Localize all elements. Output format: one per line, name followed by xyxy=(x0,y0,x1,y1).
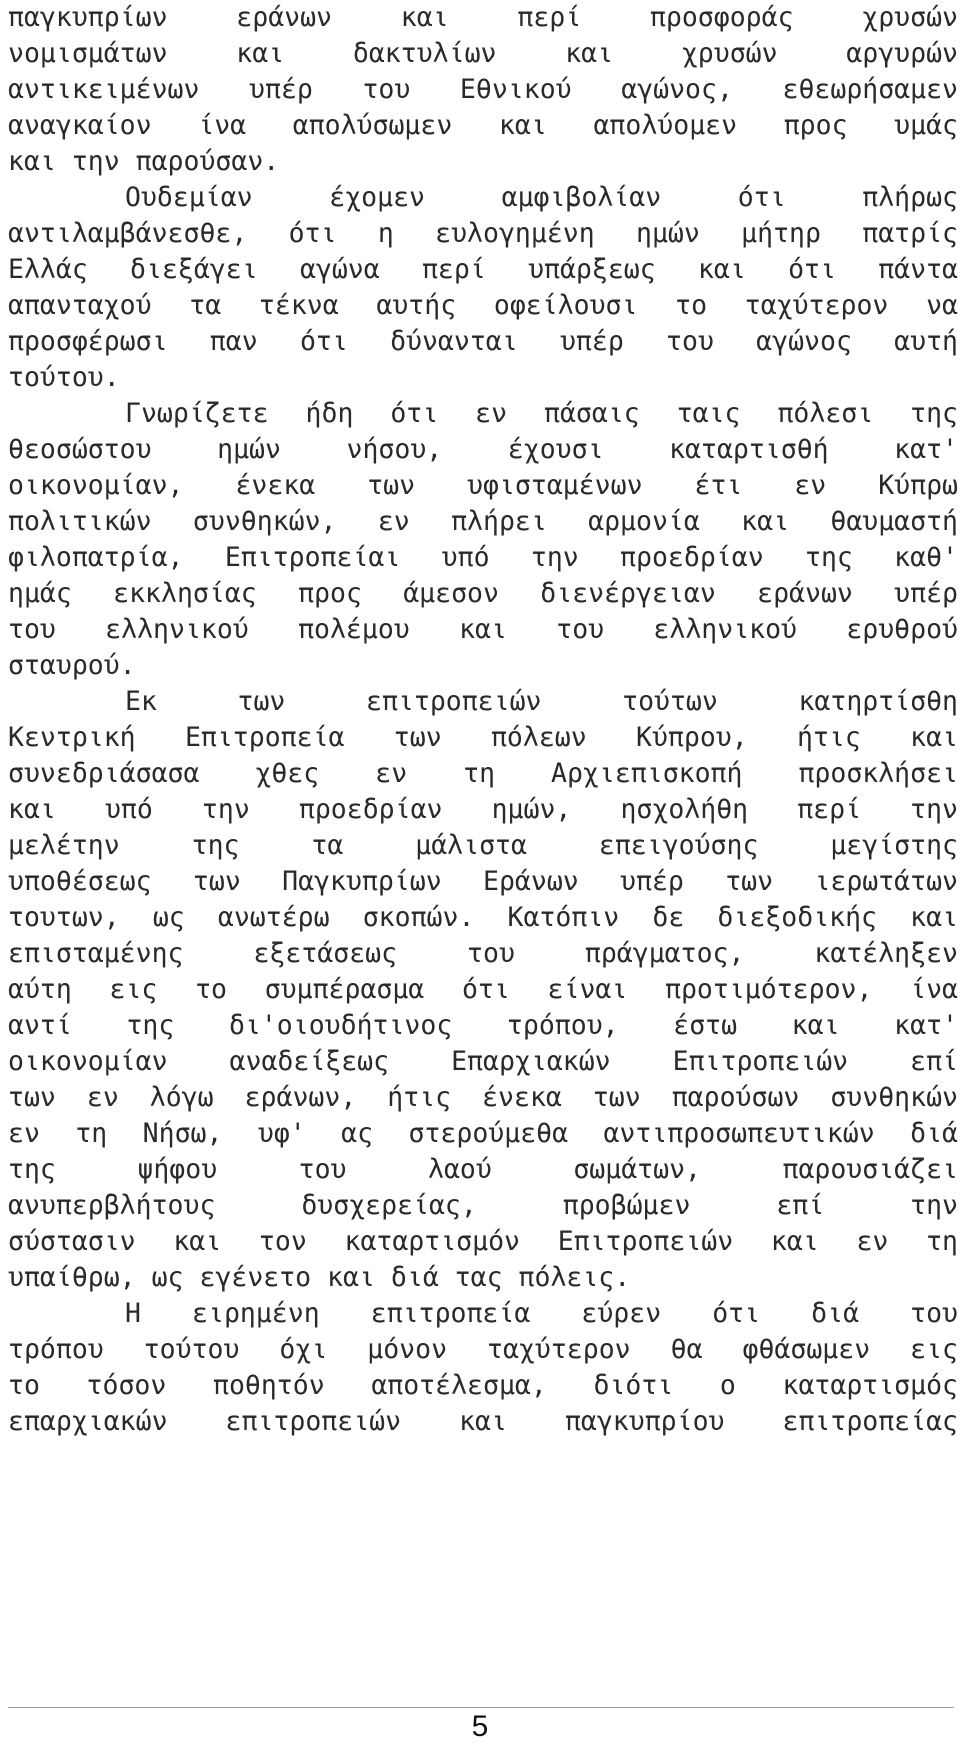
text-line: θεοσώστου ημών νήσου, έχουσι καταρτισθή κατ' xyxy=(8,434,958,465)
paragraph-start-line: Εκ των επιτροπειών τούτων κατηρτίσθη xyxy=(125,686,958,717)
text-line: της ψήφου του λαού σωμάτων, παρουσιάζει xyxy=(8,1154,958,1185)
body-text xyxy=(8,0,958,1440)
text-line: οικονομίαν αναδείξεως Επαρχιακών Επιτροπειών επί xyxy=(8,1046,958,1077)
text-line: επισταμένης εξετάσεως του πράγματος, κατέληξεν xyxy=(8,938,958,969)
text-line: παγκυπρίων εράνων και περί προσφοράς χρυσών xyxy=(8,2,958,33)
paragraph-start-line: Γνωρίζετε ήδη ότι εν πάσαις ταις πόλεσι της xyxy=(125,398,958,429)
text-line: υποθέσεως των Παγκυπρίων Εράνων υπέρ των ιερωτάτων xyxy=(8,866,958,897)
text-line: φιλοπατρία, Επιτροπείαι υπό την προεδρίαν της καθ' xyxy=(8,542,958,573)
text-line: οικονομίαν, ένεκα των υφισταμένων έτι εν Κύπρω xyxy=(8,470,958,501)
text-line: του ελληνικού πολέμου και του ελληνικού ερυθρού xyxy=(8,614,958,645)
text-line: προσφέρωσι παν ότι δύνανται υπέρ του αγώνος αυτή xyxy=(8,326,958,357)
text-line: επαρχιακών επιτροπειών και παγκυπρίου επιτροπείας xyxy=(8,1406,958,1437)
page-number: 5 xyxy=(471,1710,489,1743)
text-line: νομισμάτων και δακτυλίων και χρυσών αργυρών xyxy=(8,38,958,69)
text-line: ημάς εκκλησίας προς άμεσον διενέργειαν εράνων υπέρ xyxy=(8,578,958,609)
text-line: το τόσον ποθητόν αποτέλεσμα, διότι ο καταρτισμός xyxy=(8,1370,958,1401)
text-line: υπαίθρω, ως εγένετο και διά τας πόλεις. xyxy=(8,1262,631,1293)
text-line: και υπό την προεδρίαν ημών, ησχολήθη περί την xyxy=(8,794,958,825)
text-line: απανταχού τα τέκνα αυτής οφείλουσι το ταχύτερον να xyxy=(8,290,958,321)
text-line: Ελλάς διεξάγει αγώνα περί υπάρξεως και ότι πάντα xyxy=(8,254,958,285)
text-line: αντί της δι'οιουδήτινος τρόπου, έστω και κατ' xyxy=(8,1010,958,1041)
paragraph-start-line: Ουδεμίαν έχομεν αμφιβολίαν ότι πλήρως xyxy=(125,182,958,213)
text-line: μελέτην της τα μάλιστα επειγούσης μεγίστης xyxy=(8,830,958,861)
text-line: και την παρούσαν. xyxy=(8,146,280,177)
footer-divider xyxy=(8,1707,954,1708)
text-line: σύστασιν και τον καταρτισμόν Επιτροπειών και εν τη xyxy=(8,1226,958,1257)
text-line: σταυρού. xyxy=(8,650,136,681)
text-line: ανυπερβλήτους δυσχερείας, προβώμεν επί την xyxy=(8,1190,958,1221)
text-line: των εν λόγω εράνων, ήτις ένεκα των παρούσων συνθηκών xyxy=(8,1082,958,1113)
paragraph-start-line: Η ειρημένη επιτροπεία εύρεν ότι διά του xyxy=(125,1298,958,1329)
text-line: τούτου. xyxy=(8,362,120,393)
text-line: αύτη εις το συμπέρασμα ότι είναι προτιμότερον, ίνα xyxy=(8,974,958,1005)
text-line: αναγκαίον ίνα απολύσωμεν και απολύομεν προς υμάς xyxy=(8,110,958,141)
text-line: τουτων, ως ανωτέρω σκοπών. Κατόπιν δε διεξοδικής και xyxy=(8,902,958,933)
text-line: Κεντρική Επιτροπεία των πόλεων Κύπρου, ήτις και xyxy=(8,722,958,753)
text-line: συνεδριάσασα χθες εν τη Αρχιεπισκοπή προσκλήσει xyxy=(8,758,958,789)
text-line: πολιτικών συνθηκών, εν πλήρει αρμονία και θαυμαστή xyxy=(8,506,958,537)
text-line: αντιλαμβάνεσθε, ότι η ευλογημένη ημών μήτηρ πατρίς xyxy=(8,218,958,249)
text-line: εν τη Νήσω, υφ' ας στερούμεθα αντιπροσωπευτικών διά xyxy=(8,1118,958,1149)
text-line: τρόπου τούτου όχι μόνον ταχύτερον θα φθάσωμεν εις xyxy=(8,1334,958,1365)
text-line: αντικειμένων υπέρ του Εθνικού αγώνος, εθεωρήσαμεν xyxy=(8,74,958,105)
